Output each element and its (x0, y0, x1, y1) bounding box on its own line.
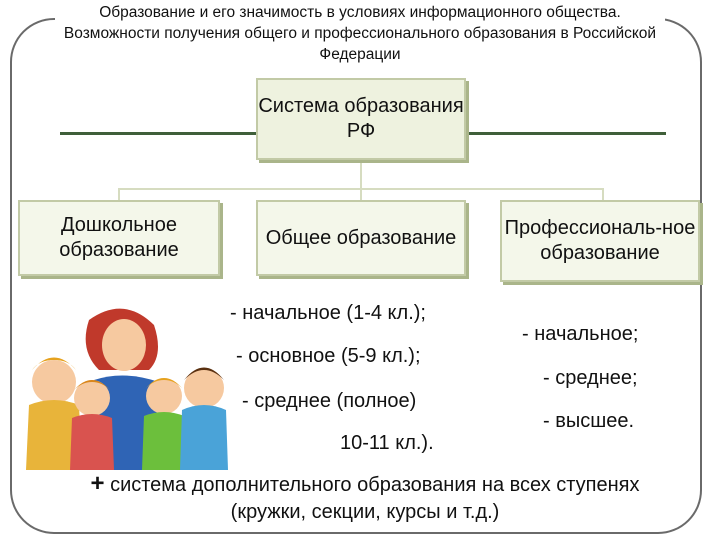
general-list-item: - среднее (полное) (242, 390, 417, 412)
category-general (256, 200, 466, 276)
children-teacher-illustration (14, 300, 234, 470)
prof-list-item: - начальное; (522, 323, 639, 345)
category-label: Дошкольное образование (59, 214, 179, 261)
additional-education-text: система дополнительного образования на всех ступенях (кружки, секции, курсы и т.д.) (104, 474, 640, 523)
category-label: Общее образование (265, 226, 457, 249)
general-list-item: - начальное (1-4 кл.); (230, 302, 426, 324)
category-label: Профессиональ-ное образование (504, 217, 696, 264)
root-label: Система образования РФ (258, 95, 464, 142)
connector-vertical-root (360, 160, 362, 188)
connector-left (118, 188, 120, 200)
connector-right (602, 188, 604, 200)
category-preschool (18, 200, 220, 276)
left-rule (60, 132, 256, 135)
root-box (256, 78, 466, 160)
child-figure (142, 378, 186, 470)
plus-sign: + (90, 470, 105, 497)
general-list-item: - основное (5-9 кл.); (236, 345, 421, 367)
prof-list-item: - среднее; (543, 367, 638, 389)
prof-list-item: - высшее. (543, 410, 635, 432)
connector-mid (360, 188, 362, 200)
additional-education-note (60, 470, 670, 526)
child-figure (70, 380, 114, 470)
category-professional (500, 200, 700, 282)
general-list-item: 10-11 кл.). (340, 432, 434, 454)
child-figure (180, 368, 228, 471)
right-rule (466, 132, 666, 135)
slide-title: Образование и его значимость в условиях информационного общества. Возможности получения общего и профессионального образования в Российской Федерации (55, 2, 665, 65)
